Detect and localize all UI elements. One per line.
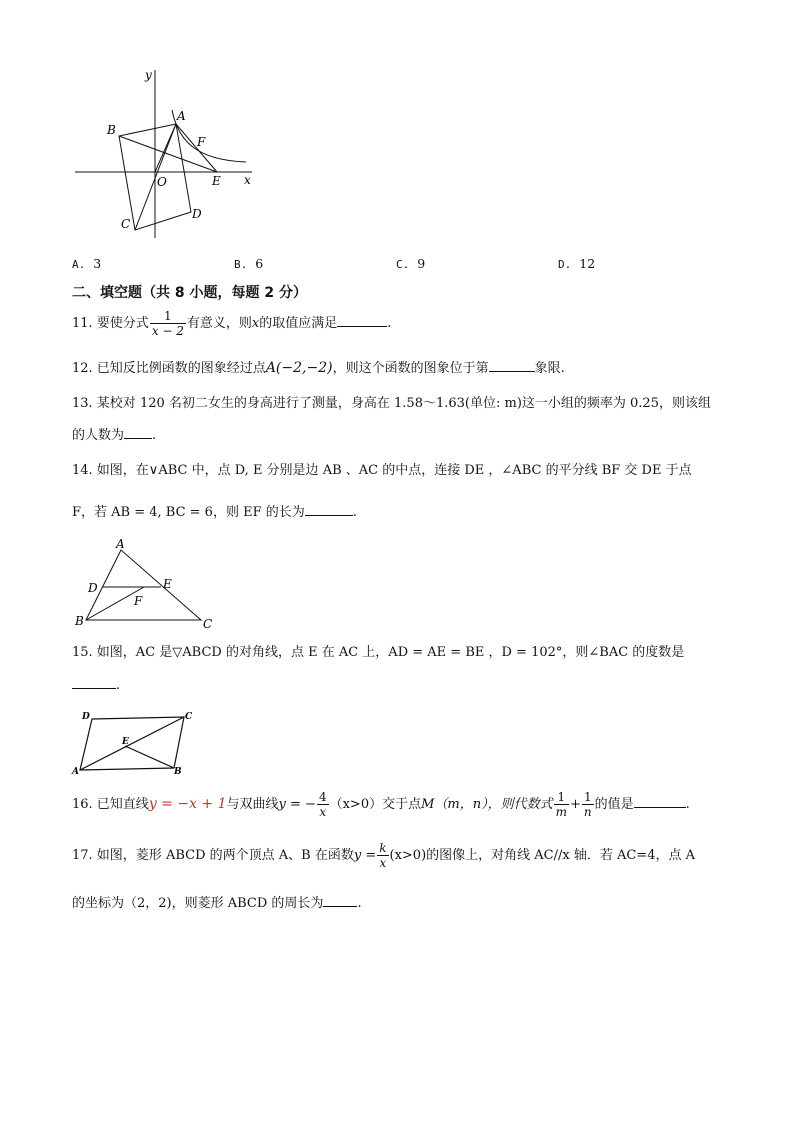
q13-answer-blank[interactable]: [124, 426, 152, 439]
q12-text-pre: 12. 已知反比例函数的图象经过点: [72, 361, 266, 376]
q14-answer-blank[interactable]: [305, 503, 353, 516]
label-F: F: [197, 135, 206, 149]
q11-text-mid: 有意义，则: [186, 316, 252, 331]
label-A: A: [116, 538, 125, 551]
triangle-figure: [70, 538, 220, 634]
label-O: O: [157, 175, 167, 189]
q12-text-post: 象限.: [534, 361, 565, 376]
question-16: [72, 784, 690, 825]
q16-end: .: [685, 797, 690, 812]
q12-answer-blank[interactable]: [489, 359, 535, 372]
q12-point: A(−2,−2): [265, 360, 333, 376]
coordinate-figure: [70, 62, 270, 242]
q16-answer-blank[interactable]: [634, 795, 686, 808]
q13-end: .: [152, 428, 157, 443]
question-13-line2: [72, 426, 156, 444]
q14-end: .: [352, 505, 357, 520]
q17-text-pre: 17. 如图，菱形 ABCD 的两个顶点 A、B 在函数: [72, 848, 354, 863]
label-B: B: [174, 767, 182, 776]
q16-f2-denominator: n: [583, 805, 592, 819]
label-C: C: [185, 712, 193, 722]
label-E: E: [122, 737, 129, 747]
label-y: y: [145, 68, 152, 82]
q16-text-mid: 与双曲线: [226, 797, 279, 812]
q14-text: F，若 AB = 4, BC = 6，则 EF 的长为: [72, 505, 305, 520]
q16-h-denominator: x: [317, 804, 329, 819]
label-F: F: [134, 594, 143, 608]
question-11: [72, 306, 391, 342]
q16-h-numerator: 4: [318, 790, 327, 804]
q16-hyperbola-fraction: [317, 790, 329, 819]
q17-denominator: x: [377, 855, 388, 870]
q12-text-mid: ，则这个函数的图象位于第: [332, 361, 489, 376]
q16-text-post: 的值是: [594, 797, 634, 812]
q16-plus: +: [570, 797, 581, 812]
label-x: x: [244, 173, 251, 187]
q11-text-post: 的取值应满足: [259, 316, 338, 331]
q17-numerator: k: [379, 841, 387, 855]
question-17-line1: [72, 836, 695, 876]
question-17-line2: [72, 894, 362, 912]
q16-point-M: M（m，n），则代数式: [421, 797, 553, 812]
label-B: B: [75, 614, 84, 628]
q11-variable: x: [251, 316, 260, 331]
question-15-line2: [72, 676, 120, 694]
q17-function-lhs: y =: [353, 848, 377, 863]
q11-fraction: [150, 309, 186, 338]
q16-text-pre: 16. 已知直线: [72, 797, 149, 812]
q11-end: .: [387, 316, 392, 331]
question-12: [72, 359, 565, 377]
q15-answer-blank[interactable]: [72, 676, 116, 689]
label-A: A: [177, 109, 186, 123]
q16-fraction-1: [554, 790, 569, 819]
option-a: [72, 256, 101, 273]
q16-hyperbola-lhs: y = −: [278, 797, 316, 812]
option-b-value: 6: [255, 256, 264, 271]
option-d-value: 12: [579, 256, 596, 271]
segment-OA: [155, 124, 176, 172]
option-b-letter: B.: [234, 258, 248, 271]
q11-answer-blank[interactable]: [337, 314, 387, 327]
segment-EB: [125, 746, 174, 768]
option-d-letter: D.: [558, 258, 572, 271]
option-b: [234, 256, 263, 273]
q17-answer-blank[interactable]: [323, 894, 357, 907]
q16-f1-denominator: m: [555, 805, 567, 819]
q16-f1-numerator: 1: [557, 790, 566, 804]
label-D: D: [82, 712, 90, 722]
q17-text-post: (x>0)的图像上，对角线 AC//x 轴．若 AC=4，点 A: [389, 848, 695, 863]
option-c: [396, 256, 425, 273]
option-a-letter: A.: [72, 258, 86, 271]
q15-end: .: [116, 678, 121, 693]
section-heading: 二、填空题（共 8 小题，每题 2 分）: [72, 285, 307, 301]
q17-text-line2: 的坐标为（2，2)，则菱形 ABCD 的周长为: [72, 896, 324, 911]
q11-denominator: x − 2: [151, 324, 184, 338]
question-15-line1: 15. 如图，AC 是▽ABCD 的对角线，点 E 在 AC 上，AD = AE = BE ，D = 102°，则∠BAC 的度数是: [72, 645, 685, 660]
q16-fraction-2: [582, 790, 594, 819]
option-c-letter: C.: [396, 258, 410, 271]
q16-f2-numerator: 1: [583, 790, 592, 804]
diagonal-AC: [80, 717, 184, 770]
option-d: [558, 256, 595, 273]
triangle-ABC: [86, 550, 201, 620]
q17-end: .: [357, 896, 362, 911]
q16-condition: （x>0）交于点: [329, 797, 422, 812]
question-14-line1: 14. 如图，在∨ABC 中，点 D, E 分别是边 AB 、AC 的中点，连接 DE ，∠ABC 的平分线 BF 交 DE 于点: [72, 463, 692, 478]
option-a-value: 3: [93, 256, 102, 271]
option-c-value: 9: [417, 256, 426, 271]
label-D: D: [192, 207, 202, 221]
label-E: E: [212, 174, 221, 188]
q17-fraction: [377, 841, 388, 870]
label-C: C: [203, 617, 213, 631]
parallelogram-figure: [70, 708, 200, 776]
label-C: C: [121, 217, 131, 231]
q11-numerator: 1: [164, 309, 172, 323]
q11-text-pre: 11. 要使分式: [72, 316, 149, 331]
question-14-line2: [72, 503, 357, 521]
label-D: D: [88, 581, 98, 595]
question-13-line1: 13. 某校对 120 名初二女生的身高进行了测量，身高在 1.58～1.63(单位: m)这一小组的频率为 0.25，则该组: [72, 396, 711, 411]
label-B: B: [107, 123, 116, 137]
q13-text: 的人数为: [72, 428, 125, 443]
q16-line-equation: y = −x + 1: [148, 796, 227, 812]
label-E: E: [163, 577, 172, 591]
label-A: A: [72, 767, 79, 776]
